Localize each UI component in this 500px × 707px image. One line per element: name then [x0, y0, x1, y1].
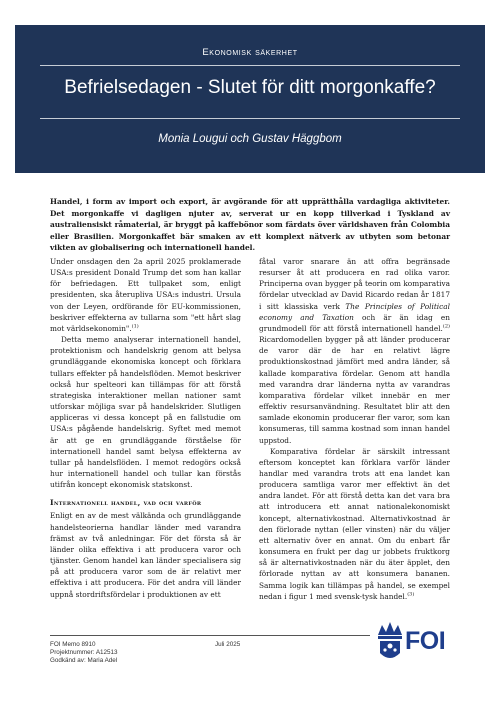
project-number: Projektnummer: A12513 [50, 648, 118, 656]
authors: Monia Lougui och Gustav Häggbom [158, 133, 342, 145]
ricardo-paragraph: fåtal varor snarare än att offra begränsade resurser åt att producera en rad olika varor. Principerna ovan bygger på teorin om komparativa fördelar utvecklad av David Ricardo redan år 1817 i sitt klassiska verk The Principles of Political economy and Taxation och är än idag en grundmodell för att förstå internationell handel.$^{(2)}$ Ricardomodellen bygger på att länder producerar de varor där de har en relativt lägre produktionskostnad jämfört med andra länder, så kallade komparativa fördelar. Genom att handla med varandra drar länderna nytta av varandras komparativa fördelar vilket innebär en mer effektiv resursanvändning. Resultatet blir att den samlade ekonomin producerar fler varor, som kan konsumeras, till samma kostnad som innan handel uppstod. [259, 257, 450, 445]
trade-theory-paragraph: Enligt en av de mest välkända och grundläggande handelsteorierna handlar länder med varandra främst av två anledningar. För det första så är länder olika effektiva i att producera varor och tjänster. Genom handel kan länder specialisera sig på att producera varor som de är relativt mer effektiva i att producera. För det andra vill länder uppnå stordriftsfördelar i produktionen av ett [50, 511, 241, 599]
memo-date: Juli 2025 [215, 641, 241, 648]
footer-rule [50, 635, 370, 636]
left-column [50, 256, 241, 600]
document-title: Befrielsedagen - Slutet för ditt morgonkaffe? [64, 77, 436, 98]
section-kicker: Ekonomisk säkerhet [202, 47, 298, 58]
title-rule [40, 118, 460, 119]
reference-1: (1) [131, 323, 139, 330]
header-banner [15, 25, 485, 173]
foi-logo [375, 617, 450, 673]
section-heading: Internationell handel, vad och varför [50, 498, 202, 508]
footer-meta [50, 641, 118, 664]
reference-3: (3) [407, 591, 415, 598]
lead-paragraph: Handel, i form av import och export, är avgörande för att upprätthålla vardagliga aktiviteter. Det morgonkaffe vi dagligen njuter av, serverat ur en kopp tillverkad i Tyskland av australiensiskt råmaterial, är bryggt på kaffebönor som färdats över världshaven från Colombia eller Brasilien. Morgonkaffet bär smaken av ett komplext nätverk av utbyten som betonar vikten av globalisering och internationell handel. [50, 197, 450, 253]
approved-by: Godkänd av: Maria Adel [50, 656, 118, 664]
book-title: The Principles of Political economy and Taxation [259, 301, 450, 322]
memo-number: FOI Memo 8910 [50, 641, 96, 648]
logo-wordmark: FOI [405, 627, 446, 655]
intro-paragraph: Under onsdagen den 2a april 2025 proklamerade USA:s president Donald Trump det som han kallar för befriedagen. Ett tullpaket som, enligt presidenten, ska återupliva USA:s industri. Ursula von der Leyen, ordförande för EU-kommissionen, beskriver effekterna av tullarna som "ett hårt slag mot världsekonomin".$^{(1)}$ [50, 257, 241, 333]
kicker-rule [40, 65, 460, 66]
right-column [259, 256, 450, 602]
reference-2: (2) [442, 323, 450, 330]
crown-emblem-icon [375, 617, 405, 667]
purpose-paragraph: Detta memo analyserar internationell handel, protektionism och handelskrig genom att belysa grundläggande ekonomiska koncept och förklara tullars effekter på handelsflöden. Memot beskriver också hur spelteori kan tillämpas för att förstå strategiska interaktioner mellan nationer samt utforskar möjliga svar på handelskrider. Slutligen appliceras vi dessa koncept på en fallstudie om USA:s pågående handelskrig. Syftet med memot är att ge en grundläggande förståelse för internationell handel samt belysa effekterna av tullar på handelsflöden. I memot redogörs också hur internationell handel och tullar kan förstås utifrån koncept ekonomisk statskonst. [50, 335, 241, 490]
comparative-advantage-paragraph: Komparativa fördelar är särskilt intressant eftersom konceptet kan förklara varför länder handlar med varandra trots att ena landet kan producera samtliga varor mer effektivt än det andra landet. För att förstå detta kan det vara bra att introducera ett annat nationalekonomiskt koncept, alternativkostnad. Alternativkostnad är den förlorade nyttan (eller vinsten) när du väljer ett alternativ över en annat. Om du enbart får konsumera en frukt per dag ur jobbets fruktkorg så är alternativkostnaden när du äter äpplet, den förlorade nyttan av att konsumera bananen. Samma logik kan tillämpas på handel, se exempel nedan i figur 1 med svensk-tysk handel.$^{(3)}$ [259, 446, 450, 601]
